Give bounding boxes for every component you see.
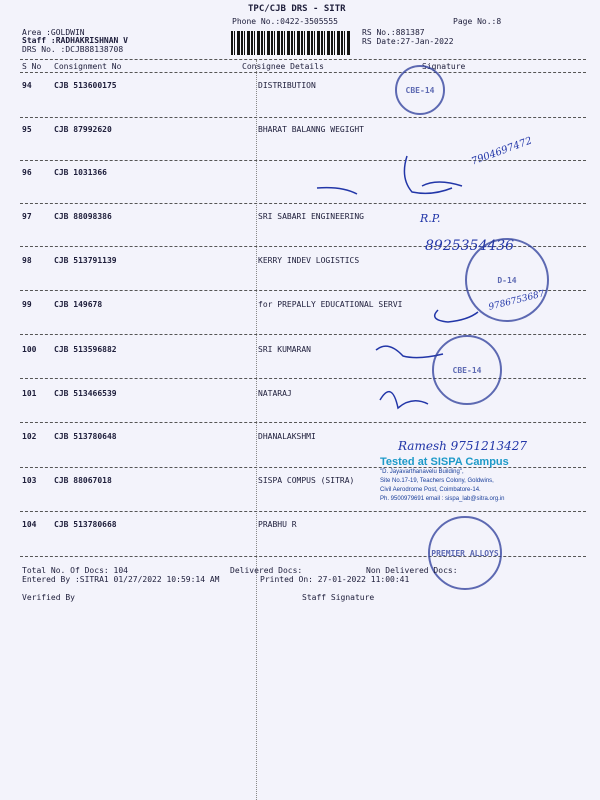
row-consignment: CJB 513791139 (54, 256, 117, 265)
delivery-stamp: CBE-14 (395, 65, 445, 115)
row-sno: 97 (22, 212, 32, 221)
row-consignment: CJB 87992620 (54, 125, 112, 134)
row-sno: 100 (22, 345, 37, 354)
drs-number: DRS No. :DCJB88138708 (22, 45, 124, 54)
row-consignee: for PREPALLY EDUCATIONAL SERVI (258, 300, 403, 309)
sispa-stamp-line: Site No.17-19, Teachers Colony, Goldwins, (380, 478, 494, 484)
col-consignment-header: Consignment No (54, 62, 122, 71)
row-consignment: CJB 149678 (54, 300, 103, 309)
table-row (0, 520, 600, 532)
row-divider (20, 511, 586, 512)
staff-label: Staff :RADHAKRISHNAN V (22, 36, 128, 45)
row-sno: 99 (22, 300, 32, 309)
table-row (0, 212, 600, 224)
col-signature-header: Signature (422, 62, 466, 71)
handwritten-phone: 7904697472 (470, 135, 534, 168)
row-consignment: CJB 88098386 (54, 212, 112, 221)
col-consignee-header: Consignee Details (242, 62, 324, 71)
row-consignee: PRABHU R (258, 520, 297, 529)
sispa-stamp-line: Ph. 9500979691 email : sispa_lab@sitra.org.in (380, 496, 505, 502)
table-row (0, 125, 600, 137)
barcode-image (231, 31, 351, 55)
handwritten-initials: R.P. (420, 212, 441, 225)
row-sno: 103 (22, 476, 37, 485)
page-number: Page No.:8 (453, 17, 502, 26)
printed-on: Printed On: 27-01-2022 11:00:41 (260, 575, 410, 584)
staff-signature-label: Staff Signature (302, 593, 375, 602)
header-divider-bottom (20, 72, 586, 73)
row-consignment: CJB 1031366 (54, 168, 107, 177)
row-divider (20, 203, 586, 204)
row-consignment: CJB 88067018 (54, 476, 112, 485)
row-divider (20, 160, 586, 161)
row-consignee: SRI SABARI ENGINEERING (258, 212, 364, 221)
table-row (0, 168, 600, 180)
col-sno-header: S No (22, 62, 42, 71)
rs-date: RS Date:27-Jan-2022 (362, 37, 454, 46)
handwritten-name-phone: Ramesh 9751213427 (398, 439, 527, 453)
sispa-stamp-line: "D. Jayavarthanavelu Building", (380, 469, 464, 475)
row-sno: 98 (22, 256, 32, 265)
row-consignee: NATARAJ (258, 389, 292, 398)
row-consignment: CJB 513596882 (54, 345, 117, 354)
handwritten-phone: 9786753687 (487, 289, 546, 313)
sispa-stamp-line: Civil Aerodrome Post, Coimbatore-14. (380, 487, 481, 493)
row-consignment: CJB 513780648 (54, 432, 117, 441)
row-sno: 104 (22, 520, 37, 529)
row-consignment: CJB 513600175 (54, 81, 117, 90)
row-consignee: KERRY INDEV LOGISTICS (258, 256, 360, 265)
row-sno: 96 (22, 168, 32, 177)
row-consignment: CJB 513466539 (54, 389, 117, 398)
row-consignee: SISPA COMPUS (SITRA) (258, 476, 355, 485)
rs-number: RS No.:881387 (362, 28, 425, 37)
area-label: Area :GOLDWIN (22, 28, 85, 37)
delivery-stamp: CBE-14 (432, 335, 502, 405)
delivery-stamp: D-14 (465, 238, 549, 322)
phone-number: Phone No.:0422-3505555 (232, 17, 338, 26)
row-consignee: DISTRIBUTION (258, 81, 316, 90)
row-consignee: BHARAT BALANNG WEGIGHT (258, 125, 364, 134)
signature-scribble (312, 148, 472, 203)
row-divider (20, 117, 586, 118)
sispa-address-stamp (380, 456, 540, 504)
row-consignment: CJB 513780668 (54, 520, 117, 529)
table-row (0, 81, 600, 93)
row-consignee: DHANALAKSHMI (258, 432, 316, 441)
non-delivered-docs: Non Delivered Docs: (366, 566, 458, 575)
company-seal: PREMIER ALLOYS (428, 516, 502, 590)
document-title: TPC/CJB DRS - SITR (248, 4, 346, 14)
sispa-stamp-title: Tested at SISPA Campus (380, 456, 509, 468)
verified-by-label: Verified By (22, 593, 75, 602)
row-sno: 94 (22, 81, 32, 90)
row-consignee: SRI KUMARAN (258, 345, 311, 354)
row-divider (20, 422, 586, 423)
row-sno: 95 (22, 125, 32, 134)
row-sno: 101 (22, 389, 37, 398)
total-docs: Total No. Of Docs: 104 (22, 566, 128, 575)
entered-by: Entered By :SITRA1 01/27/2022 10:59:14 AM (22, 575, 220, 584)
row-sno: 102 (22, 432, 37, 441)
handwritten-phone: 8925354436 (425, 238, 515, 254)
header-divider (20, 59, 586, 60)
delivered-docs: Delivered Docs: (230, 566, 303, 575)
